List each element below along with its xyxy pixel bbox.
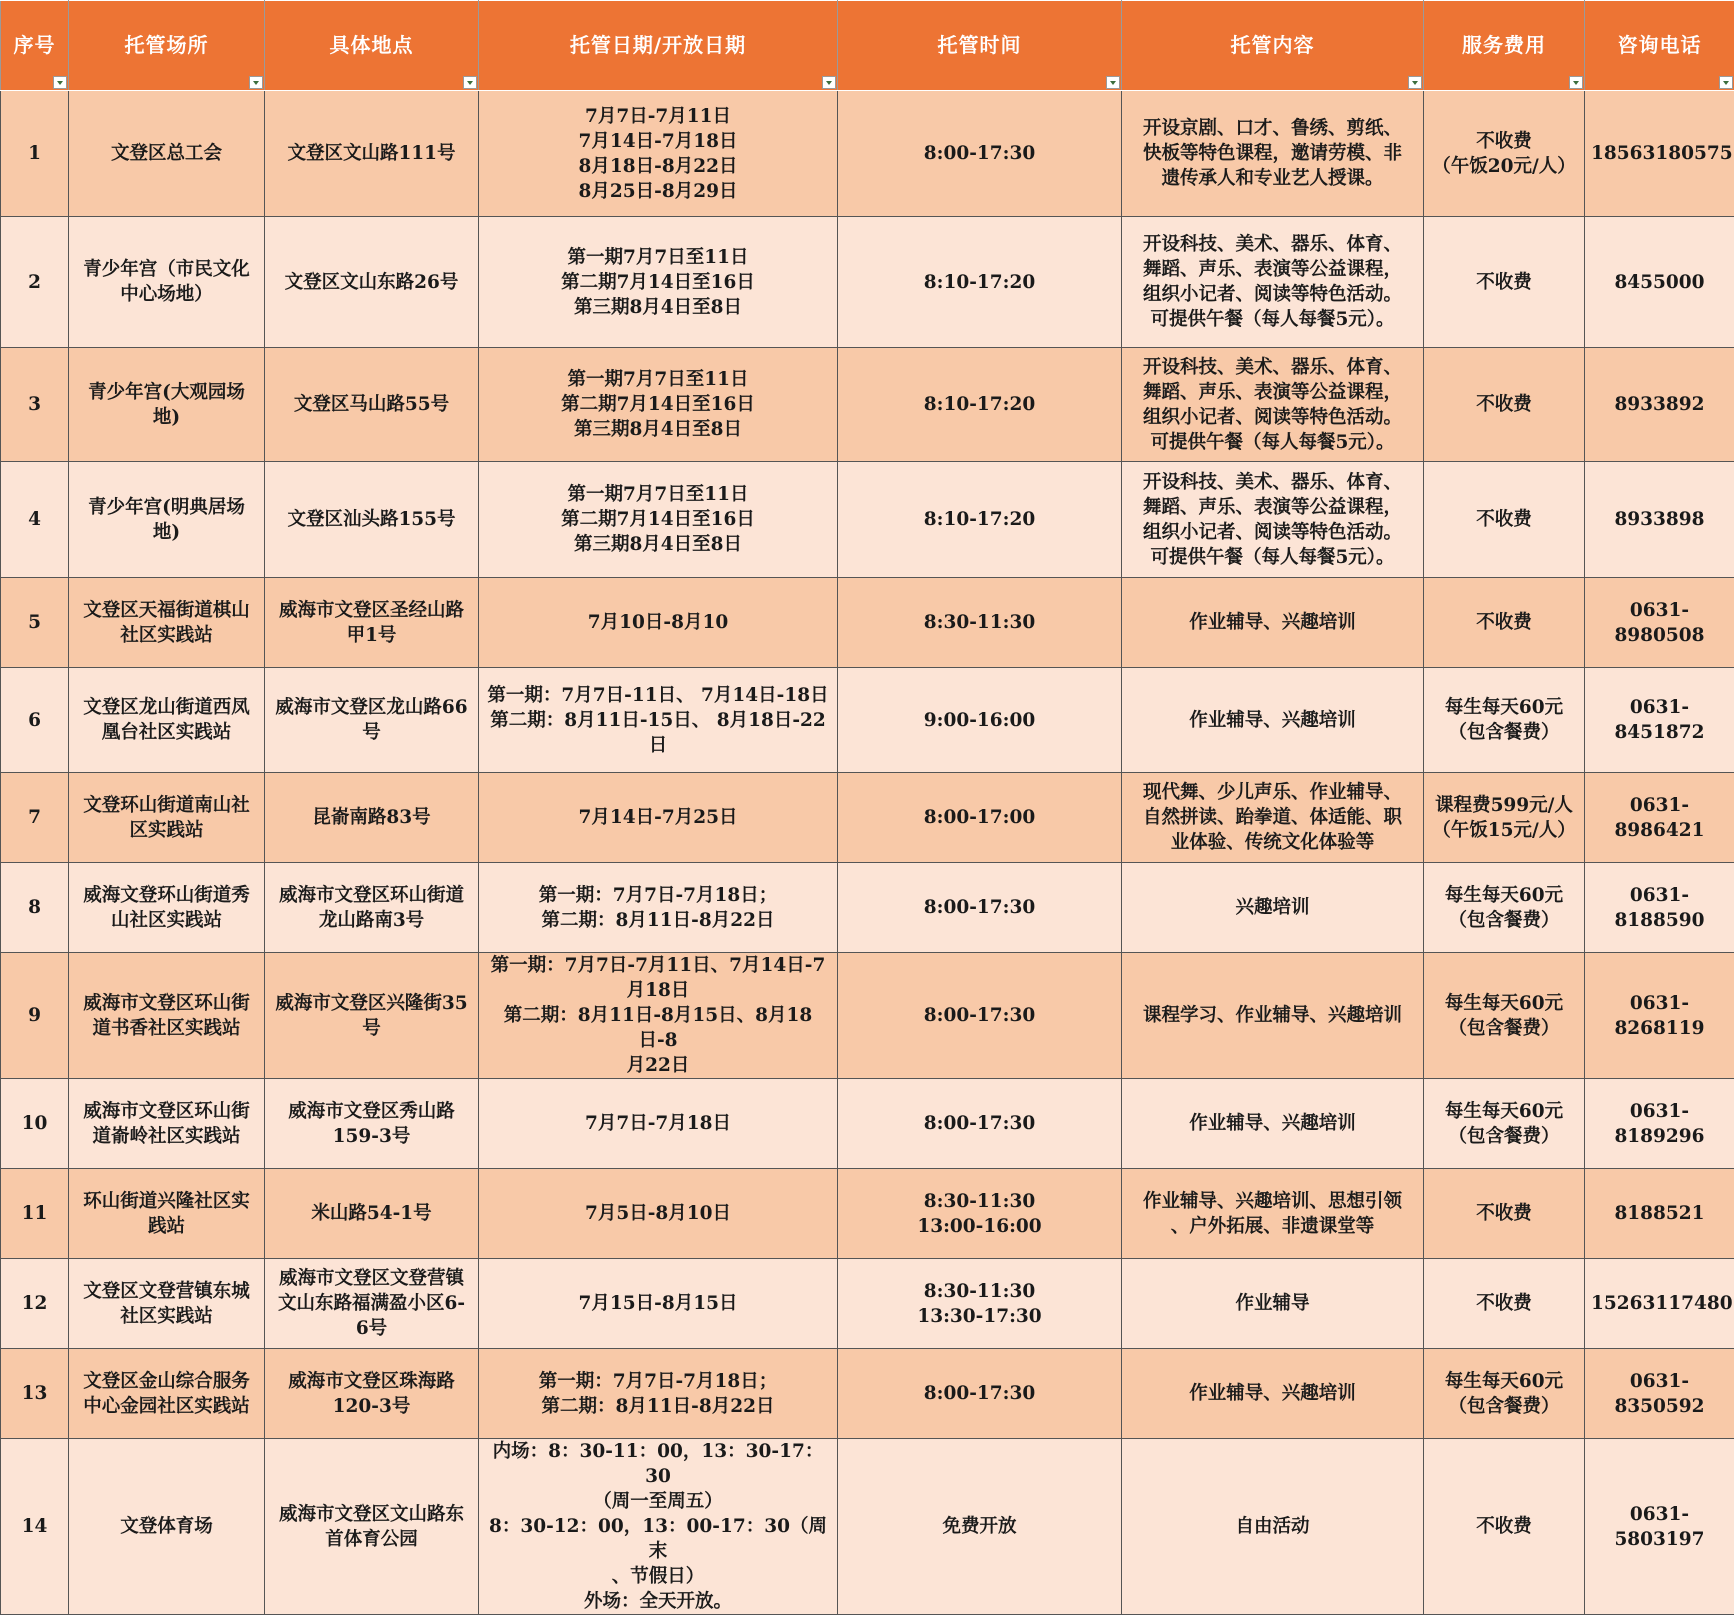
table-row [1,578,1734,668]
cell-address[interactable] [265,91,479,217]
cell-venue[interactable] [69,863,265,953]
cell-phone[interactable] [1585,578,1734,668]
cell-address[interactable] [265,668,479,773]
cell-dates-text: 7月15日-8月15日 [485,1291,831,1316]
cell-address[interactable] [265,462,479,578]
cell-address[interactable] [265,1079,479,1169]
cell-time-text: 8:10-17:20 [844,507,1115,532]
cell-time[interactable] [838,773,1122,863]
cell-content-text: 开设科技、美术、器乐、体育、 舞蹈、声乐、表演等公益课程， 组织小记者、阅读等特色活动。 可提供午餐（每人每餐5元）。 [1128,470,1417,570]
cell-time[interactable] [838,1079,1122,1169]
cell-address-text: 威海市文登区环山街道 龙山路南3号 [271,883,472,933]
cell-seq-text: 3 [7,392,62,417]
cell-seq[interactable] [1,217,69,348]
cell-dates[interactable] [479,578,838,668]
cell-time-text: 8:10-17:20 [844,392,1115,417]
cell-venue-text: 青少年宫（市民文化 中心场地） [75,257,258,307]
cell-address[interactable] [265,773,479,863]
cell-content-text: 作业辅导、兴趣培训 [1128,708,1417,733]
cell-time-text: 8:00-17:30 [844,1003,1115,1028]
cell-fee[interactable] [1424,1349,1585,1439]
cell-phone[interactable] [1585,217,1734,348]
cell-phone-text: 8933892 [1591,392,1728,417]
cell-venue-text: 文登区文登营镇东城 社区实践站 [75,1279,258,1329]
dropdown-filter-icon[interactable] [53,76,67,89]
cell-fee[interactable] [1424,1079,1585,1169]
cell-phone[interactable] [1585,1349,1734,1439]
cell-seq[interactable] [1,91,69,217]
cell-phone[interactable] [1585,863,1734,953]
cell-time[interactable] [838,578,1122,668]
table-row [1,1079,1734,1169]
cell-venue-text: 文登区总工会 [75,141,258,166]
cell-time-text: 8:00-17:30 [844,1381,1115,1406]
cell-phone[interactable] [1585,773,1734,863]
cell-content[interactable] [1122,863,1424,953]
cell-seq-text: 7 [7,805,62,830]
cell-phone-text: 0631-8268119 [1591,991,1728,1041]
cell-content[interactable] [1122,578,1424,668]
cell-dates[interactable] [479,773,838,863]
cell-time[interactable] [838,462,1122,578]
cell-seq-text: 9 [7,1003,62,1028]
cell-content-text: 作业辅导 [1128,1291,1417,1316]
cell-content-text: 作业辅导、兴趣培训 [1128,1381,1417,1406]
cell-time[interactable] [838,953,1122,1079]
cell-phone-text: 8933898 [1591,507,1728,532]
table-row [1,91,1734,217]
cell-dates[interactable] [479,217,838,348]
cell-content[interactable] [1122,668,1424,773]
cell-seq[interactable] [1,348,69,462]
cell-phone[interactable] [1585,91,1734,217]
dropdown-filter-icon[interactable] [1719,76,1733,89]
column-header-dates: 托管日期/开放日期 [479,1,838,91]
cell-content-text: 开设科技、美术、器乐、体育、 舞蹈、声乐、表演等公益课程， 组织小记者、阅读等特色活动。 可提供午餐（每人每餐5元）。 [1128,355,1417,455]
cell-dates-text: 7月7日-7月18日 [485,1111,831,1136]
cell-fee-text: 不收费 [1430,1514,1578,1539]
cell-seq-text: 4 [7,507,62,532]
cell-phone[interactable] [1585,1439,1734,1615]
cell-phone-text: 8188521 [1591,1201,1728,1226]
dropdown-filter-icon[interactable] [1106,76,1120,89]
cell-content-text: 课程学习、作业辅导、兴趣培训 [1128,1003,1417,1028]
cell-address-text: 文登区马山路55号 [271,392,472,417]
cell-venue-text: 环山街道兴隆社区实 践站 [75,1189,258,1239]
cell-dates[interactable] [479,1439,838,1615]
cell-seq-text: 12 [7,1291,62,1316]
cell-venue[interactable] [69,91,265,217]
cell-content[interactable] [1122,1169,1424,1259]
cell-venue[interactable] [69,217,265,348]
column-header-content: 托管内容 [1122,1,1424,91]
cell-phone-text: 0631-8188590 [1591,883,1728,933]
cell-fee[interactable] [1424,1169,1585,1259]
cell-dates-text: 第一期7月7日至11日 第二期7月14日至16日 第三期8月4日至8日 [485,245,831,320]
cell-address-text: 威海市文登区珠海路 120-3号 [271,1369,472,1419]
cell-dates[interactable] [479,953,838,1079]
cell-seq[interactable] [1,863,69,953]
cell-time-text: 8:00-17:00 [844,805,1115,830]
cell-dates[interactable] [479,1169,838,1259]
cell-dates-text: 7月5日-8月10日 [485,1201,831,1226]
cell-dates-text: 第一期7月7日至11日 第二期7月14日至16日 第三期8月4日至8日 [485,482,831,557]
cell-dates-text: 第一期：7月7日-7月18日； 第二期：8月11日-8月22日 [485,1369,831,1419]
cell-phone[interactable] [1585,1259,1734,1349]
cell-address-text: 威海市文登区龙山路66 号 [271,695,472,745]
cell-venue[interactable] [69,1079,265,1169]
cell-venue[interactable] [69,773,265,863]
cell-content[interactable] [1122,462,1424,578]
cell-seq-text: 13 [7,1381,62,1406]
cell-address-text: 威海市文登区秀山路 159-3号 [271,1099,472,1149]
cell-content-text: 作业辅导、兴趣培训 [1128,1111,1417,1136]
cell-venue[interactable] [69,462,265,578]
cell-venue[interactable] [69,953,265,1079]
cell-address[interactable] [265,1439,479,1615]
cell-address[interactable] [265,1349,479,1439]
cell-seq[interactable] [1,1439,69,1615]
cell-dates-text: 7月14日-7月25日 [485,805,831,830]
cell-content[interactable] [1122,1439,1424,1615]
cell-time-text: 8:00-17:30 [844,1111,1115,1136]
table-row [1,668,1734,773]
cell-dates[interactable] [479,462,838,578]
cell-fee[interactable] [1424,91,1585,217]
cell-seq-text: 11 [7,1201,62,1226]
cell-fee[interactable] [1424,348,1585,462]
cell-phone-text: 0631-8451872 [1591,695,1728,745]
cell-venue[interactable] [69,1169,265,1259]
cell-address[interactable] [265,1259,479,1349]
cell-seq[interactable] [1,1349,69,1439]
cell-address[interactable] [265,863,479,953]
cell-fee[interactable] [1424,1439,1585,1615]
cell-time[interactable] [838,1439,1122,1615]
cell-dates-text: 7月7日-7月11日 7月14日-7月18日 8月18日-8月22日 8月25日-8月29日 [485,104,831,204]
cell-content[interactable] [1122,1349,1424,1439]
cell-fee[interactable] [1424,863,1585,953]
cell-venue[interactable] [69,1439,265,1615]
cell-venue-text: 文登区金山综合服务 中心金园社区实践站 [75,1369,258,1419]
cell-phone[interactable] [1585,953,1734,1079]
cell-seq-text: 2 [7,270,62,295]
cell-venue[interactable] [69,1259,265,1349]
cell-address[interactable] [265,1169,479,1259]
cell-seq[interactable] [1,1169,69,1259]
cell-phone-text: 18563180575 [1591,141,1728,166]
cell-venue-text: 威海市文登区环山街 道嵛岭社区实践站 [75,1099,258,1149]
cell-fee[interactable] [1424,953,1585,1079]
column-header-time: 托管时间 [838,1,1122,91]
cell-time-text: 8:30-11:30 [844,610,1115,635]
dropdown-filter-icon[interactable] [1408,76,1422,89]
cell-phone-text: 15263117480 [1591,1291,1728,1316]
cell-time[interactable] [838,1259,1122,1349]
dropdown-filter-icon[interactable] [249,76,263,89]
cell-seq-text: 5 [7,610,62,635]
cell-venue-text: 威海市文登区环山街 道书香社区实践站 [75,991,258,1041]
cell-fee-text: 课程费599元/人 （午饭15元/人） [1430,793,1578,843]
cell-fee-text: 每生每天60元 （包含餐费） [1430,991,1578,1041]
cell-time[interactable] [838,863,1122,953]
cell-dates[interactable] [479,668,838,773]
cell-time-text: 免费开放 [844,1514,1115,1539]
cell-venue[interactable] [69,348,265,462]
cell-content[interactable] [1122,1259,1424,1349]
cell-venue-text: 青少年宫(大观园场 地) [75,380,258,430]
cell-dates-text: 第一期7月7日至11日 第二期7月14日至16日 第三期8月4日至8日 [485,367,831,442]
cell-phone[interactable] [1585,462,1734,578]
table-row [1,1259,1734,1349]
cell-fee-text: 不收费 [1430,270,1578,295]
cell-venue[interactable] [69,1349,265,1439]
cell-time-text: 8:30-11:30 13:30-17:30 [844,1279,1115,1329]
cell-address-text: 威海市文登区兴隆街35 号 [271,991,472,1041]
column-header-address: 具体地点 [265,1,479,91]
cell-seq-text: 14 [7,1514,62,1539]
cell-fee-text: 不收费 [1430,1291,1578,1316]
cell-phone-text: 8455000 [1591,270,1728,295]
cell-address-text: 米山路54-1号 [271,1201,472,1226]
cell-time[interactable] [838,1349,1122,1439]
cell-dates[interactable] [479,348,838,462]
cell-address[interactable] [265,217,479,348]
column-header-seq: 序号 [1,1,69,91]
cell-venue-text: 文登环山街道南山社 区实践站 [75,793,258,843]
table-row [1,863,1734,953]
column-header-phone: 咨询电话 [1585,1,1734,91]
cell-content[interactable] [1122,348,1424,462]
cell-time-text: 8:30-11:30 13:00-16:00 [844,1189,1115,1239]
cell-content[interactable] [1122,953,1424,1079]
table-row [1,1169,1734,1259]
cell-venue-text: 威海文登环山街道秀 山社区实践站 [75,883,258,933]
cell-content-text: 开设京剧、口才、鲁绣、剪纸、 快板等特色课程，邀请劳模、非 遗传承人和专业艺人授课。 [1128,116,1417,191]
cell-seq[interactable] [1,953,69,1079]
cell-dates[interactable] [479,1349,838,1439]
cell-fee-text: 不收费 [1430,610,1578,635]
cell-content[interactable] [1122,1079,1424,1169]
column-header-venue: 托管场所 [69,1,265,91]
cell-content[interactable] [1122,91,1424,217]
header-row [1,1,1734,91]
cell-seq[interactable] [1,668,69,773]
cell-address-text: 威海市文登区文山路东 首体育公园 [271,1502,472,1552]
table-row [1,1349,1734,1439]
cell-seq[interactable] [1,1079,69,1169]
cell-dates-text: 7月10日-8月10 [485,610,831,635]
cell-time-text: 8:00-17:30 [844,141,1115,166]
cell-address-text: 文登区汕头路155号 [271,507,472,532]
dropdown-filter-icon[interactable] [463,76,477,89]
cell-content-text: 现代舞、少儿声乐、作业辅导、 自然拼读、跆拳道、体适能、职 业体验、传统文化体验等 [1128,780,1417,855]
cell-seq-text: 1 [7,141,62,166]
cell-venue-text: 青少年宫(明典居场 地) [75,495,258,545]
cell-fee[interactable] [1424,462,1585,578]
cell-fee-text: 不收费 [1430,1201,1578,1226]
cell-fee-text: 每生每天60元 （包含餐费） [1430,695,1578,745]
cell-seq-text: 10 [7,1111,62,1136]
cell-dates-text: 第一期：7月7日-11日、 7月14日-18日 第二期：8月11日-15日、 8月18日-22 日 [485,683,831,758]
cell-time-text: 9:00-16:00 [844,708,1115,733]
cell-address-text: 文登区文山路111号 [271,141,472,166]
cell-seq[interactable] [1,578,69,668]
cell-seq[interactable] [1,462,69,578]
cell-phone[interactable] [1585,1079,1734,1169]
cell-phone[interactable] [1585,668,1734,773]
cell-address[interactable] [265,953,479,1079]
cell-venue[interactable] [69,578,265,668]
cell-fee[interactable] [1424,668,1585,773]
cell-phone-text: 0631-8350592 [1591,1369,1728,1419]
cell-fee[interactable] [1424,217,1585,348]
cell-fee-text: 每生每天60元 （包含餐费） [1430,1099,1578,1149]
cell-time[interactable] [838,91,1122,217]
cell-content-text: 开设科技、美术、器乐、体育、 舞蹈、声乐、表演等公益课程， 组织小记者、阅读等特色活动。 可提供午餐（每人每餐5元）。 [1128,232,1417,332]
cell-address-text: 文登区文山东路26号 [271,270,472,295]
table-row [1,462,1734,578]
cell-phone-text: 0631-8986421 [1591,793,1728,843]
cell-content-text: 作业辅导、兴趣培训 [1128,610,1417,635]
cell-dates[interactable] [479,91,838,217]
cell-seq-text: 8 [7,895,62,920]
cell-phone-text: 0631-8980508 [1591,598,1728,648]
cell-venue-text: 文登区龙山街道西凤 凰台社区实践站 [75,695,258,745]
cell-address[interactable] [265,348,479,462]
cell-seq[interactable] [1,1259,69,1349]
cell-address-text: 昆嵛南路83号 [271,805,472,830]
cell-fee-text: 不收费 [1430,507,1578,532]
cell-venue[interactable] [69,668,265,773]
dropdown-filter-icon[interactable] [1569,76,1583,89]
cell-dates[interactable] [479,1079,838,1169]
cell-time[interactable] [838,668,1122,773]
cell-fee-text: 每生每天60元 （包含餐费） [1430,1369,1578,1419]
table-row [1,1439,1734,1615]
cell-content[interactable] [1122,217,1424,348]
cell-time-text: 8:00-17:30 [844,895,1115,920]
cell-phone[interactable] [1585,1169,1734,1259]
cell-address-text: 威海市文登区文登营镇 文山东路福满盈小区6- 6号 [271,1266,472,1341]
cell-fee[interactable] [1424,578,1585,668]
cell-phone-text: 0631-5803197 [1591,1502,1728,1552]
cell-fee[interactable] [1424,1259,1585,1349]
cell-content-text: 兴趣培训 [1128,895,1417,920]
table-row [1,773,1734,863]
cell-venue-text: 文登体育场 [75,1514,258,1539]
cell-time[interactable] [838,348,1122,462]
column-header-fee: 服务费用 [1424,1,1585,91]
table-row [1,348,1734,462]
cell-dates[interactable] [479,1259,838,1349]
cell-phone[interactable] [1585,348,1734,462]
cell-content-text: 作业辅导、兴趣培训、思想引领 、户外拓展、非遗课堂等 [1128,1189,1417,1239]
cell-fee[interactable] [1424,773,1585,863]
cell-dates-text: 第一期：7月7日-7月18日； 第二期：8月11日-8月22日 [485,883,831,933]
cell-content-text: 自由活动 [1128,1514,1417,1539]
cell-address[interactable] [265,578,479,668]
cell-seq[interactable] [1,773,69,863]
cell-phone-text: 0631-8189296 [1591,1099,1728,1149]
cell-dates-text: 内场：8：30-11：00，13：30-17：30 （周一至周五） 8：30-12：00，13：00-17：30（周末 、节假日） 外场：全天开放。 [485,1439,831,1614]
cell-dates[interactable] [479,863,838,953]
cell-address-text: 威海市文登区圣经山路 甲1号 [271,598,472,648]
table-body [1,91,1734,1615]
cell-dates-text: 第一期：7月7日-7月11日、7月14日-7 月18日 第二期：8月11日-8月15日、8月18日-8 月22日 [485,953,831,1078]
cell-seq-text: 6 [7,708,62,733]
table-row [1,953,1734,1079]
cell-time-text: 8:10-17:20 [844,270,1115,295]
cell-time[interactable] [838,1169,1122,1259]
dropdown-filter-icon[interactable] [822,76,836,89]
cell-fee-text: 不收费 （午饭20元/人） [1430,129,1578,179]
cell-time[interactable] [838,217,1122,348]
table-row [1,217,1734,348]
cell-venue-text: 文登区天福街道棋山 社区实践站 [75,598,258,648]
cell-fee-text: 每生每天60元 （包含餐费） [1430,883,1578,933]
cell-fee-text: 不收费 [1430,392,1578,417]
cell-content[interactable] [1122,773,1424,863]
